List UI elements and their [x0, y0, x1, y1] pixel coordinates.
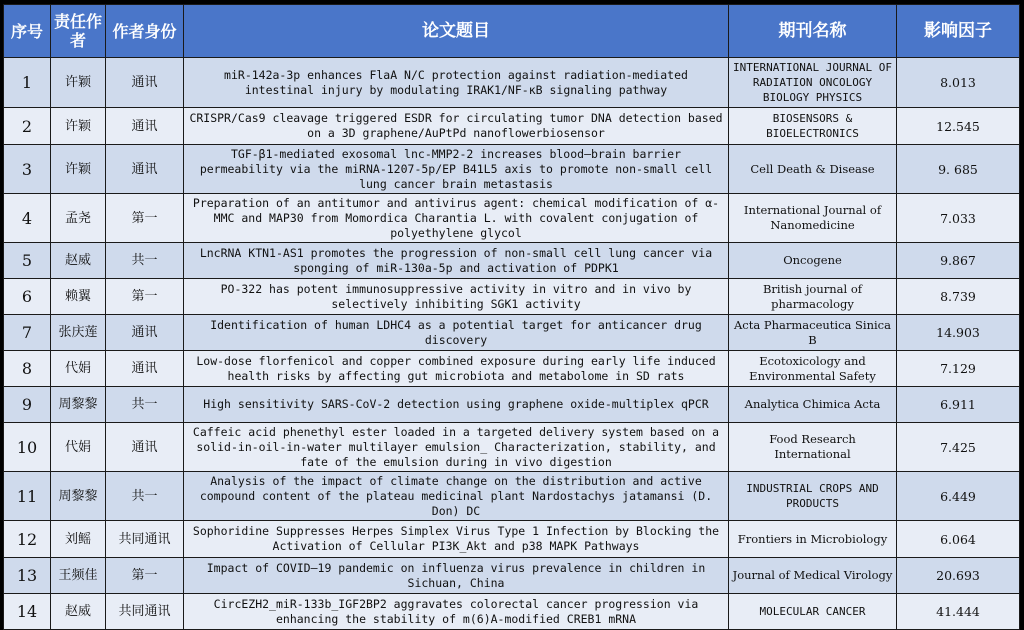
row-journal: Analytica Chimica Acta: [729, 387, 897, 423]
row-role: 通讯: [106, 315, 184, 351]
row-journal: INTERNATIONAL JOURNAL OF RADIATION ONCOLOGY BIOLOGY PHYSICS: [729, 58, 897, 108]
table-row: [4, 315, 1020, 351]
row-index: 7: [4, 315, 51, 351]
row-index: 5: [4, 243, 51, 279]
row-index: 14: [4, 594, 51, 630]
table-row: [4, 521, 1020, 558]
row-title: Identification of human LDHC4 as a potential target for anticancer drug discovery: [184, 315, 729, 351]
row-journal: INDUSTRIAL CROPS AND PRODUCTS: [729, 472, 897, 521]
row-impact: 7.129: [897, 351, 1020, 387]
row-title: Low-dose florfenicol and copper combined exposure during early life induced health risks by affecting gut microbiota and metabolome in SD rats: [184, 351, 729, 387]
header-impact: 影响因子: [897, 5, 1020, 58]
table-row: [4, 194, 1020, 243]
table-row: [4, 243, 1020, 279]
row-index: 11: [4, 472, 51, 521]
row-role: 通讯: [106, 423, 184, 472]
header-author: 责任作者: [51, 5, 106, 58]
table-row: [4, 387, 1020, 423]
row-index: 3: [4, 145, 51, 194]
row-impact: 6.911: [897, 387, 1020, 423]
row-role: 共同通讯: [106, 521, 184, 558]
row-index: 10: [4, 423, 51, 472]
row-journal: British journal of pharmacology: [729, 279, 897, 315]
row-index: 2: [4, 108, 51, 145]
row-index: 13: [4, 558, 51, 594]
table-row: [4, 472, 1020, 521]
row-journal: MOLECULAR CANCER: [729, 594, 897, 630]
publication-table-container: [2, 4, 1020, 624]
row-journal: BIOSENSORS & BIOELECTRONICS: [729, 108, 897, 145]
publication-table: [3, 4, 1020, 630]
row-index: 9: [4, 387, 51, 423]
row-impact: 6.449: [897, 472, 1020, 521]
row-impact: 7.033: [897, 194, 1020, 243]
row-role: 共同通讯: [106, 594, 184, 630]
row-author: 周黎黎: [51, 472, 106, 521]
row-role: 第一: [106, 279, 184, 315]
row-role: 通讯: [106, 145, 184, 194]
row-journal: Food Research International: [729, 423, 897, 472]
row-role: 通讯: [106, 351, 184, 387]
row-impact: 9. 685: [897, 145, 1020, 194]
row-author: 许颖: [51, 58, 106, 108]
row-author: 许颖: [51, 108, 106, 145]
row-title: LncRNA KTN1-AS1 promotes the progression of non-small cell lung cancer via sponging of miR-130a-5p and activation of PDPK1: [184, 243, 729, 279]
row-role: 共一: [106, 387, 184, 423]
row-impact: 14.903: [897, 315, 1020, 351]
header-role: 作者身份: [106, 5, 184, 58]
row-author: 周黎黎: [51, 387, 106, 423]
row-index: 12: [4, 521, 51, 558]
row-role: 第一: [106, 194, 184, 243]
row-author: 张庆莲: [51, 315, 106, 351]
header-index: 序号: [4, 5, 51, 58]
header-title: 论文题目: [184, 5, 729, 58]
row-journal: Journal of Medical Virology: [729, 558, 897, 594]
table-row: [4, 351, 1020, 387]
table-header-row: [4, 5, 1020, 58]
table-row: [4, 594, 1020, 630]
row-author: 刘鳐: [51, 521, 106, 558]
row-index: 1: [4, 58, 51, 108]
row-title: CRISPR/Cas9 cleavage triggered ESDR for circulating tumor DNA detection based on a 3D graphene/AuPtPd nanoflowerbiosensor: [184, 108, 729, 145]
row-title: High sensitivity SARS-CoV-2 detection using graphene oxide-multiplex qPCR: [184, 387, 729, 423]
row-impact: 20.693: [897, 558, 1020, 594]
row-journal: Ecotoxicology and Environmental Safety: [729, 351, 897, 387]
table-row: [4, 279, 1020, 315]
row-journal: Cell Death & Disease: [729, 145, 897, 194]
table-row: [4, 423, 1020, 472]
row-author: 赵威: [51, 594, 106, 630]
header-journal: 期刊名称: [729, 5, 897, 58]
row-journal: Acta Pharmaceutica Sinica B: [729, 315, 897, 351]
row-title: CircEZH2_miR-133b_IGF2BP2 aggravates colorectal cancer progression via enhancing the stability of m(6)A-modified CREB1 mRNA: [184, 594, 729, 630]
row-role: 通讯: [106, 108, 184, 145]
row-author: 孟尧: [51, 194, 106, 243]
row-author: 许颖: [51, 145, 106, 194]
row-journal: Frontiers in Microbiology: [729, 521, 897, 558]
row-author: 代娟: [51, 351, 106, 387]
row-journal: Oncogene: [729, 243, 897, 279]
row-journal: International Journal of Nanomedicine: [729, 194, 897, 243]
row-role: 共一: [106, 243, 184, 279]
row-impact: 7.425: [897, 423, 1020, 472]
row-title: Analysis of the impact of climate change on the distribution and active compound content of the plateau medicinal plant Nardostachys jatamansi (D. Don) DC: [184, 472, 729, 521]
row-impact: 8.013: [897, 58, 1020, 108]
row-role: 第一: [106, 558, 184, 594]
row-title: Caffeic acid phenethyl ester loaded in a targeted delivery system based on a solid-in-oil-in-water multilayer emulsion_ Characterization, stability, and fate of the emulsion during in vivo digestion: [184, 423, 729, 472]
row-index: 8: [4, 351, 51, 387]
row-title: Preparation of an antitumor and antivirus agent: chemical modification of α-MMC and MAP30 from Momordica Charantia L. with covalent conjugation of polyethylene glycol: [184, 194, 729, 243]
row-index: 6: [4, 279, 51, 315]
row-title: Impact of COVID–19 pandemic on influenza virus prevalence in children in Sichuan, China: [184, 558, 729, 594]
row-impact: 6.064: [897, 521, 1020, 558]
table-row: [4, 558, 1020, 594]
row-impact: 9.867: [897, 243, 1020, 279]
row-role: 通讯: [106, 58, 184, 108]
row-author: 王频佳: [51, 558, 106, 594]
row-impact: 8.739: [897, 279, 1020, 315]
row-title: Sophoridine Suppresses Herpes Simplex Virus Type 1 Infection by Blocking the Activation of Cellular PI3K_Akt and p38 MAPK Pathways: [184, 521, 729, 558]
table-row: [4, 108, 1020, 145]
table-row: [4, 58, 1020, 108]
row-role: 共一: [106, 472, 184, 521]
row-impact: 12.545: [897, 108, 1020, 145]
row-author: 代娟: [51, 423, 106, 472]
row-index: 4: [4, 194, 51, 243]
row-title: TGF-β1-mediated exosomal lnc-MMP2-2 increases blood–brain barrier permeability via the miRNA-1207-5p/EP B41L5 axis to promote non-small cell lung cancer brain metastasis: [184, 145, 729, 194]
row-impact: 41.444: [897, 594, 1020, 630]
table-body: [4, 58, 1020, 630]
row-author: 赵威: [51, 243, 106, 279]
table-row: [4, 145, 1020, 194]
row-title: miR-142a-3p enhances FlaA N/C protection against radiation-mediated intestinal injury by modulating IRAK1/NF-κB signaling pathway: [184, 58, 729, 108]
row-author: 赖翼: [51, 279, 106, 315]
row-title: PO-322 has potent immunosuppressive activity in vitro and in vivo by selectively inhibiting SGK1 activity: [184, 279, 729, 315]
